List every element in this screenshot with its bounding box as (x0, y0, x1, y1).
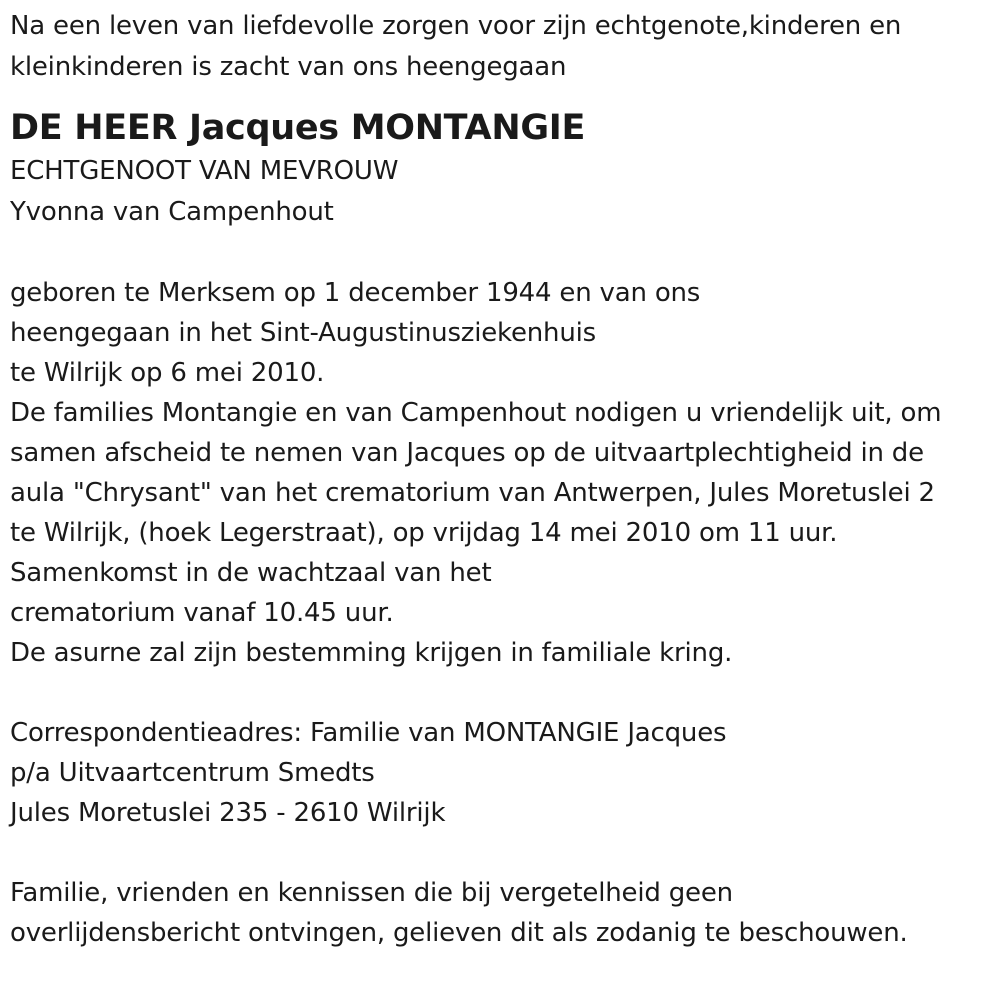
closing-line: Familie, vrienden en kennissen die bij vergetelheid geen (10, 878, 733, 908)
correspondence-line: Jules Moretuslei 235 - 2610 Wilrijk (10, 798, 446, 828)
details-line: te Wilrijk op 6 mei 2010. (10, 358, 325, 388)
correspondence-line: Correspondentieadres: Familie van MONTANGIE Jacques (10, 718, 727, 748)
spouse-block (10, 151, 995, 233)
details-line: heengegaan in het Sint-Augustinusziekenhuis (10, 318, 596, 348)
spacer (10, 233, 995, 273)
details-line: De families Montangie en van Campenhout nodigen u vriendelijk uit, om (10, 398, 942, 428)
details-line: te Wilrijk, (hoek Legerstraat), op vrijdag 14 mei 2010 om 11 uur. (10, 518, 838, 548)
details-line: Samenkomst in de wachtzaal van het (10, 558, 492, 588)
details-line: crematorium vanaf 10.45 uur. (10, 598, 394, 628)
spouse-title: ECHTGENOOT VAN MEVROUW (10, 156, 399, 186)
details-line: De asurne zal zijn bestemming krijgen in familiale kring. (10, 638, 733, 668)
intro-line: kleinkinderen is zacht van ons heengegaan (10, 52, 567, 82)
obituary-notice (10, 6, 995, 953)
details-line: samen afscheid te nemen van Jacques op de uitvaartplechtigheid in de (10, 438, 924, 468)
spacer (10, 833, 995, 873)
details-line: geboren te Merksem op 1 december 1944 en van ons (10, 278, 701, 308)
deceased-name: DE HEER Jacques MONTANGIE (10, 108, 586, 148)
spacer (10, 673, 995, 713)
correspondence-address (10, 713, 995, 833)
details-line: aula "Chrysant" van het crematorium van Antwerpen, Jules Moretuslei 2 (10, 478, 935, 508)
closing-line: overlijdensbericht ontvingen, gelieven dit als zodanig te beschouwen. (10, 918, 908, 948)
intro-line: Na een leven van liefdevolle zorgen voor zijn echtgenote,kinderen en (10, 11, 902, 41)
correspondence-line: p/a Uitvaartcentrum Smedts (10, 758, 375, 788)
intro-paragraph (10, 6, 995, 88)
closing-paragraph (10, 873, 995, 953)
spouse-name: Yvonna van Campenhout (10, 197, 334, 227)
details-paragraph (10, 273, 995, 673)
